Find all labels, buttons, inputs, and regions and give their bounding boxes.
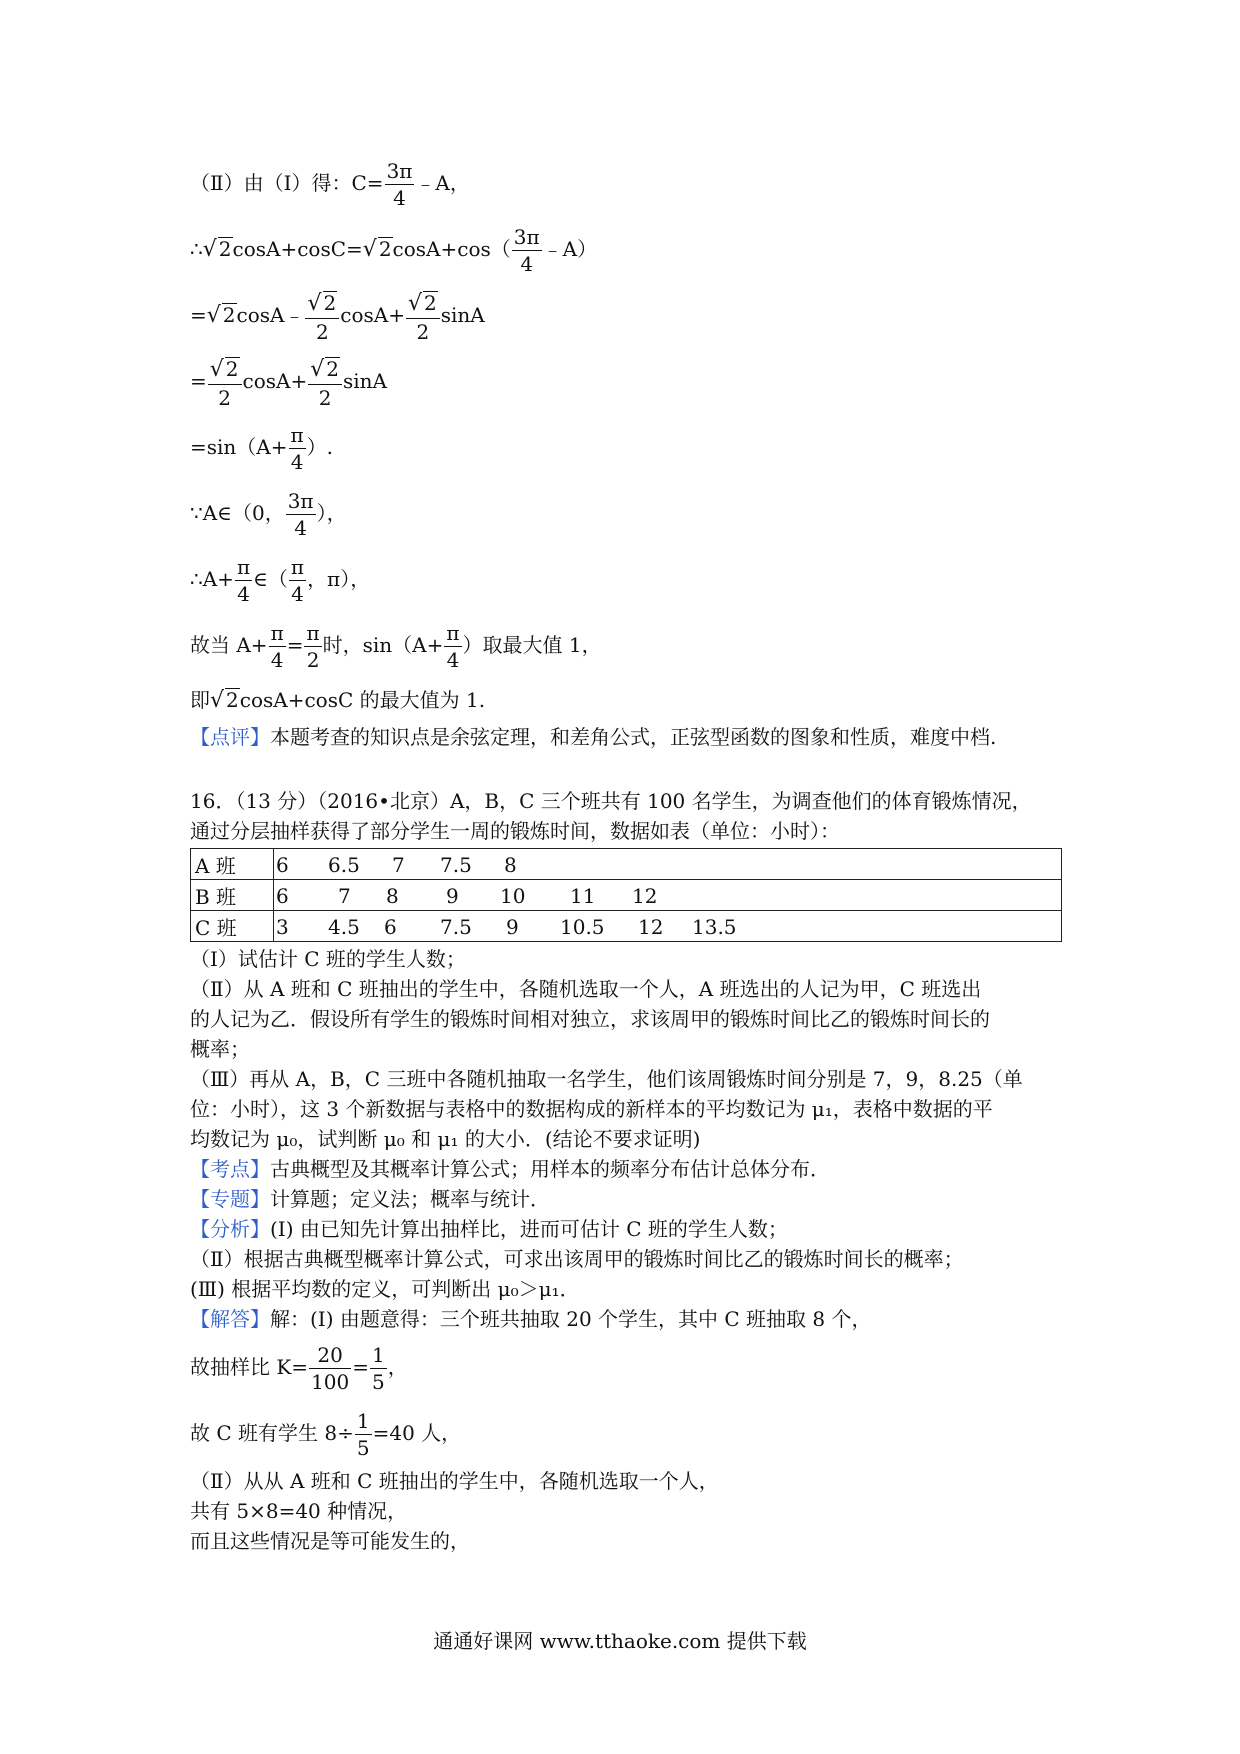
solution-2-line-3: 而且这些情况是等可能发生的， bbox=[190, 1529, 470, 1553]
text: ﹣A， bbox=[415, 171, 470, 195]
table-cell: 3 bbox=[276, 915, 289, 939]
table-row bbox=[191, 911, 1062, 942]
row-values bbox=[274, 911, 1062, 942]
solution-line-5: =sin（A+ $\frac{\pi}{4}$ ）. bbox=[190, 423, 334, 474]
question-16-line-2: 通过分层抽样获得了部分学生一周的锻炼时间，数据如表（单位：小时）： bbox=[190, 819, 840, 843]
fraction: $\frac{\pi}{4}$ bbox=[290, 423, 304, 474]
zhuanti-line: 【专题】计算题；定义法；概率与统计． bbox=[190, 1187, 550, 1211]
table-cell: 9 bbox=[446, 884, 459, 908]
sqrt: 2 bbox=[222, 303, 236, 327]
table-cell: 6 bbox=[276, 884, 289, 908]
row-values bbox=[274, 849, 1062, 880]
fenxi-tag: 【分析】 bbox=[190, 1217, 270, 1241]
sqrt: 2 bbox=[378, 237, 392, 261]
table-cell: 4.5 bbox=[328, 915, 360, 939]
fenxi-line-3: (Ⅲ) 根据平均数的定义，可判断出 μ₀＞μ₁． bbox=[190, 1277, 580, 1301]
solution-2-line-1: （Ⅱ）从从 A 班和 C 班抽出的学生中，各随机选取一个人， bbox=[190, 1469, 719, 1493]
question-16-part-3-line-3: 均数记为 μ₀，试判断 μ₀ 和 μ₁ 的大小．(结论不要求证明) bbox=[190, 1127, 701, 1151]
question-16-part-2-line-1: （Ⅱ）从 A 班和 C 班抽出的学生中，各随机选取一个人，A 班选出的人记为甲，C 班选出 bbox=[190, 977, 982, 1001]
solution-line-4: = $\frac{√ 2}{2}$ cosA+ $\frac{√ 2}{2}$ sinA bbox=[190, 357, 387, 410]
sampling-ratio-line: 故抽样比 K= $\frac{20}{100}$ = $\frac{1}{5}$ ， bbox=[190, 1343, 408, 1394]
fraction: $\frac{\pi}{4}$ bbox=[236, 555, 251, 606]
solution-line-3: =√ 2cosA﹣ $\frac{√ 2}{2}$ cosA+ $\frac{√ 2}{2}$ sinA bbox=[190, 291, 485, 344]
document-body bbox=[190, 150, 1060, 1556]
row-label: A 班 bbox=[191, 849, 274, 880]
fraction: $\frac{\pi}{4}$ bbox=[446, 621, 460, 672]
table-cell: 7.5 bbox=[440, 853, 472, 877]
table-row bbox=[191, 849, 1062, 880]
table-cell: 12 bbox=[638, 915, 664, 939]
fraction: $\frac{3\pi}{4}$ bbox=[513, 225, 540, 276]
question-16-part-3-line-1: （Ⅲ）再从 A，B，C 三班中各随机抽取一名学生，他们该周锻炼时间分别是 7，9，8.25（单 bbox=[190, 1067, 1023, 1091]
table-cell: 6.5 bbox=[328, 853, 360, 877]
comment-line bbox=[190, 722, 1060, 752]
fraction: $\frac{√ 2}{2}$ bbox=[308, 357, 342, 408]
fenxi-line-1: 【分析】(Ⅰ) 由已知先计算出抽样比，进而可估计 C 班的学生人数； bbox=[190, 1217, 788, 1241]
jieda-line-1: 【解答】解：(Ⅰ) 由题意得：三个班共抽取 20 个学生，其中 C 班抽取 8 个， bbox=[190, 1307, 872, 1331]
table-cell: 11 bbox=[570, 884, 596, 908]
table-cell: 10 bbox=[500, 884, 526, 908]
question-16-line-1: 16．（13 分）（2016•北京）A，B，C 三个班共有 100 名学生，为调查他们的体育锻炼情况， bbox=[190, 789, 1032, 813]
fenxi-line-2: （Ⅱ）根据古典概型概率计算公式，可求出该周甲的锻炼时间比乙的锻炼时间长的概率； bbox=[190, 1247, 964, 1271]
text: （Ⅱ）由（Ⅰ）得：C= bbox=[190, 171, 384, 195]
fraction: $\frac{√ 2}{2}$ bbox=[406, 291, 440, 342]
sqrt: 2 bbox=[218, 237, 232, 261]
table-cell: 12 bbox=[632, 884, 658, 908]
fraction: $\frac{3\pi}{4}$ bbox=[287, 489, 314, 540]
fraction: $\frac{\pi}{4}$ bbox=[290, 555, 305, 606]
comment-tag: 【点评】 bbox=[190, 725, 270, 749]
data-table bbox=[190, 848, 1062, 942]
jieda-tag: 【解答】 bbox=[190, 1307, 270, 1331]
table-cell: 8 bbox=[386, 884, 399, 908]
solution-line-6: ∵A∈（0， $\frac{3\pi}{4}$ ）， bbox=[190, 489, 347, 540]
table-cell: 10.5 bbox=[560, 915, 605, 939]
solution-line-9: 即√ 2cosA+cosC 的最大值为 1. bbox=[190, 688, 486, 713]
question-16-part-2-line-2: 的人记为乙．假设所有学生的锻炼时间相对独立，求该周甲的锻炼时间比乙的锻炼时间长的 bbox=[190, 1007, 990, 1031]
fraction: $\frac{20}{100}$ bbox=[311, 1343, 350, 1394]
comment-text: 本题考查的知识点是余弦定理，和差角公式，正弦型函数的图象和性质，难度中档. bbox=[270, 725, 997, 749]
table-row bbox=[191, 880, 1062, 911]
solution-line-1 bbox=[190, 150, 1060, 216]
class-c-count-line: 故 C 班有学生 8÷ $\frac{1}{5}$ =40 人， bbox=[190, 1409, 462, 1460]
row-label: B 班 bbox=[191, 880, 274, 911]
question-16-part-2-line-3: 概率； bbox=[190, 1037, 250, 1061]
solution-line-2: ∴√ 2cosA+cosC=√ 2cosA+cos（ $\frac{3\pi}{4}$ ﹣A） bbox=[190, 225, 598, 276]
zhuanti-tag: 【专题】 bbox=[190, 1187, 270, 1211]
kaodian-line: 【考点】古典概型及其概率计算公式；用样本的频率分布估计总体分布． bbox=[190, 1157, 830, 1181]
page-footer: 通通好课网 www.tthaoke.com 提供下载 bbox=[433, 1629, 807, 1653]
table-cell: 6 bbox=[276, 853, 289, 877]
table-cell: 6 bbox=[384, 915, 397, 939]
row-label: C 班 bbox=[191, 911, 274, 942]
table-cell: 9 bbox=[506, 915, 519, 939]
table-cell: 7 bbox=[392, 853, 405, 877]
table-cell: 13.5 bbox=[692, 915, 737, 939]
fraction: $\frac{\pi}{4}$ bbox=[270, 621, 284, 672]
table-cell: 7 bbox=[338, 884, 351, 908]
fraction: $\frac{1}{5}$ bbox=[356, 1409, 370, 1460]
question-16-part-3-line-2: 位：小时），这 3 个新数据与表格中的数据构成的新样本的平均数记为 μ₁，表格中数据的平 bbox=[190, 1097, 993, 1121]
sqrt: 2 bbox=[226, 688, 239, 712]
fraction: $\frac{3\pi}{4}$ bbox=[386, 159, 413, 210]
kaodian-tag: 【考点】 bbox=[190, 1157, 270, 1181]
solution-2-line-2: 共有 5×8=40 种情况， bbox=[190, 1499, 408, 1523]
table-cell: 7.5 bbox=[440, 915, 472, 939]
question-16-part-1: （Ⅰ）试估计 C 班的学生人数； bbox=[190, 947, 466, 971]
fraction: $\frac{√ 2}{2}$ bbox=[305, 291, 339, 342]
fraction: $\frac{√ 2}{2}$ bbox=[208, 357, 242, 408]
fraction: $\frac{\pi}{2}$ bbox=[306, 621, 320, 672]
fraction: $\frac{1}{5}$ bbox=[372, 1343, 385, 1394]
solution-line-8: 故当 A+ $\frac{\pi}{4}$ = $\frac{\pi}{2}$ 时，sin（A+ $\frac{\pi}{4}$ ）取最大值 1， bbox=[190, 621, 602, 672]
row-values bbox=[274, 880, 1062, 911]
table-cell: 8 bbox=[504, 853, 517, 877]
solution-line-7: ∴A+ $\frac{\pi}{4}$ ∈（ $\frac{\pi}{4}$ ，π）， bbox=[190, 555, 371, 606]
